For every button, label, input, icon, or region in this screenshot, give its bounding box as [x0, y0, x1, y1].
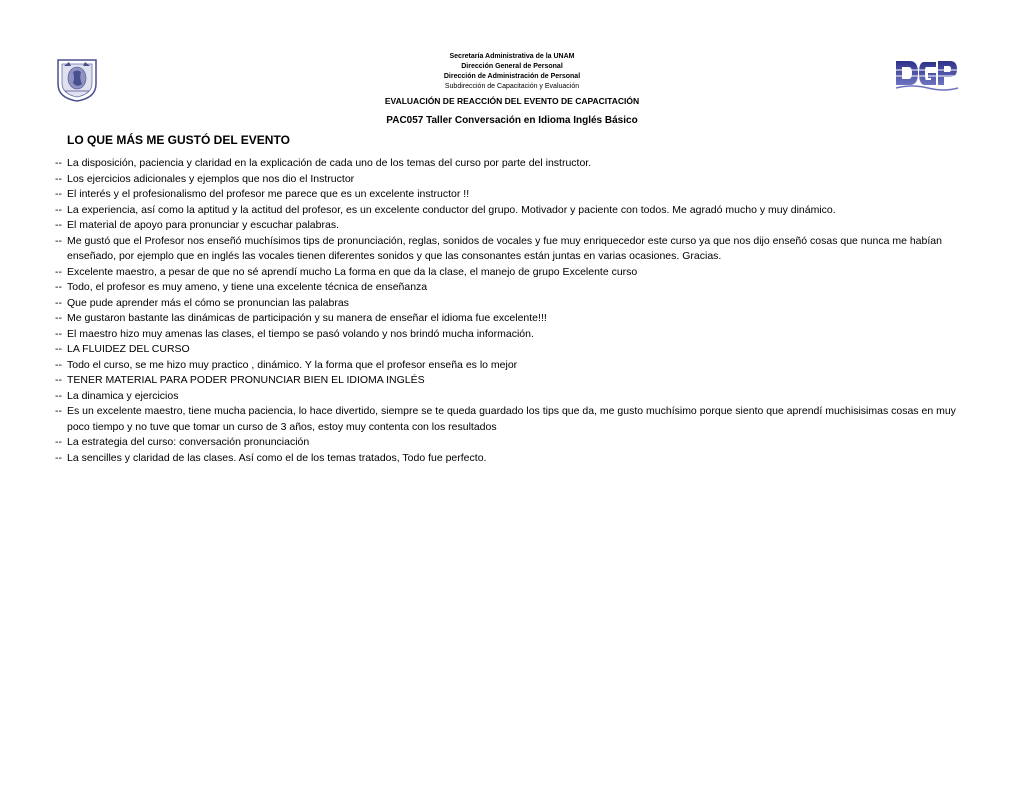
- course-title: PAC057 Taller Conversación en Idioma Inglés Básico: [386, 115, 638, 126]
- list-item: [55, 172, 965, 188]
- list-item: [55, 451, 965, 467]
- comment-text: Todo el curso, se me hizo muy practico , dinámico. Y la forma que el profesor enseña es lo mejor: [67, 358, 518, 371]
- header-line-direccion-administracion: Dirección de Administración de Personal: [443, 73, 581, 80]
- comment-text: Me gustaron bastante las dinámicas de participación y su manera de enseñar el idioma fue excelente!!!: [67, 312, 547, 324]
- comment-text: El interés y el profesionalismo del profesor me parece que es un excelente instructor !!: [67, 188, 470, 200]
- list-item: [55, 296, 965, 312]
- header-line-direccion-general: Dirección General de Personal: [461, 63, 563, 70]
- header-line-subdireccion: Subdirección de Capacitación y Evaluación: [444, 83, 580, 90]
- list-item: [55, 358, 965, 374]
- comment-text: El maestro hizo muy amenas las clases, el tiempo se pasó volando y nos brindó mucha información.: [67, 327, 534, 340]
- bullet-dash: --: [55, 358, 62, 371]
- list-item: [55, 234, 965, 265]
- bullet-dash: --: [55, 172, 62, 185]
- comment-text: Es un excelente maestro, tiene mucha paciencia, lo hace divertido, siempre se te queda guardado los tips que da, me gusto muchísimo porque siento que aprendí muchisisimas cosas en muy poco tiempo y no tuve que tomar un curso de 3 años, estoy muy contenta con los resultados: [67, 405, 956, 433]
- comment-text: La experiencia, así como la aptitud y la actitud del profesor, es un excelente conductor del grupo. Motivador y paciente con todos. Me agradó mucho y muy dinámico.: [67, 203, 836, 216]
- comment-text: Excelente maestro, a pesar de que no sé aprendí mucho La forma en que da la clase, el manejo de grupo Excelente curso: [67, 265, 638, 278]
- comment-text: LA FLUIDEZ DEL CURSO: [67, 343, 190, 355]
- list-item: [55, 389, 965, 405]
- bullet-dash: --: [55, 203, 62, 216]
- bullet-dash: --: [55, 157, 62, 169]
- header-line-secretaria: Secretaría Administrativa de la UNAM: [449, 53, 575, 60]
- list-item: [55, 218, 965, 234]
- bullet-dash: --: [55, 296, 62, 309]
- bullet-dash: --: [55, 389, 62, 402]
- list-item: [55, 327, 965, 343]
- bullet-dash: --: [55, 343, 62, 355]
- evaluation-title: EVALUACIÓN DE REACCIÓN DEL EVENTO DE CAPACITACIÓN: [384, 96, 640, 106]
- bullet-dash: --: [55, 374, 62, 386]
- comment-text: Los ejercicios adicionales y ejemplos que nos dio el Instructor: [67, 172, 355, 185]
- section-heading: LO QUE MÁS ME GUSTÓ DEL EVENTO: [67, 133, 290, 147]
- list-item: [55, 404, 965, 435]
- list-item: [55, 280, 965, 296]
- comment-text: La estrategia del curso: conversación pronunciación: [67, 436, 310, 448]
- bullet-dash: --: [55, 265, 62, 278]
- comment-text: El material de apoyo para pronunciar y escuchar palabras.: [67, 219, 339, 231]
- bullet-dash: --: [55, 219, 62, 231]
- list-item: [55, 311, 965, 327]
- bullet-dash: --: [55, 436, 62, 448]
- comment-text: TENER MATERIAL PARA PODER PRONUNCIAR BIEN EL IDIOMA INGLÉS: [67, 374, 425, 386]
- list-item: [55, 203, 965, 219]
- list-item: [55, 342, 965, 358]
- bullet-dash: --: [55, 234, 62, 247]
- comment-text: Que pude aprender más el cómo se pronuncian las palabras: [67, 296, 349, 309]
- bullet-dash: --: [55, 405, 62, 417]
- list-item: [55, 373, 965, 389]
- bullet-dash: --: [55, 188, 62, 200]
- list-item: [55, 435, 965, 451]
- comment-text: Me gustó que el Profesor nos enseñó muchísimos tips de pronunciación, reglas, sonidos de vocales y fue muy enriquecedor este curso ya que nos dijo enseñó cosas que nunca me habían enseñado, por ejemplo que en inglés las vocales tienen diferentes sonidos y que las consonantes están juntas en varias ocasiones. Gracias.: [67, 234, 942, 262]
- comment-text: La disposición, paciencia y claridad en la explicación de cada uno de los temas del curso por parte del instructor.: [67, 157, 592, 169]
- comment-text: La sencilles y claridad de las clases. Así como el de los temas tratados, Todo fue perfecto.: [67, 451, 487, 464]
- comment-text: Todo, el profesor es muy ameno, y tiene una excelente técnica de enseñanza: [67, 281, 428, 293]
- institution-header: [0, 52, 1024, 92]
- list-item: [55, 265, 965, 281]
- bullet-dash: --: [55, 451, 62, 464]
- list-item: [55, 156, 965, 172]
- comment-text: La dinamica y ejercicios: [67, 389, 179, 402]
- comments-list: [55, 156, 965, 466]
- bullet-dash: --: [55, 281, 62, 293]
- bullet-dash: --: [55, 312, 62, 324]
- list-item: [55, 187, 965, 203]
- bullet-dash: --: [55, 327, 62, 340]
